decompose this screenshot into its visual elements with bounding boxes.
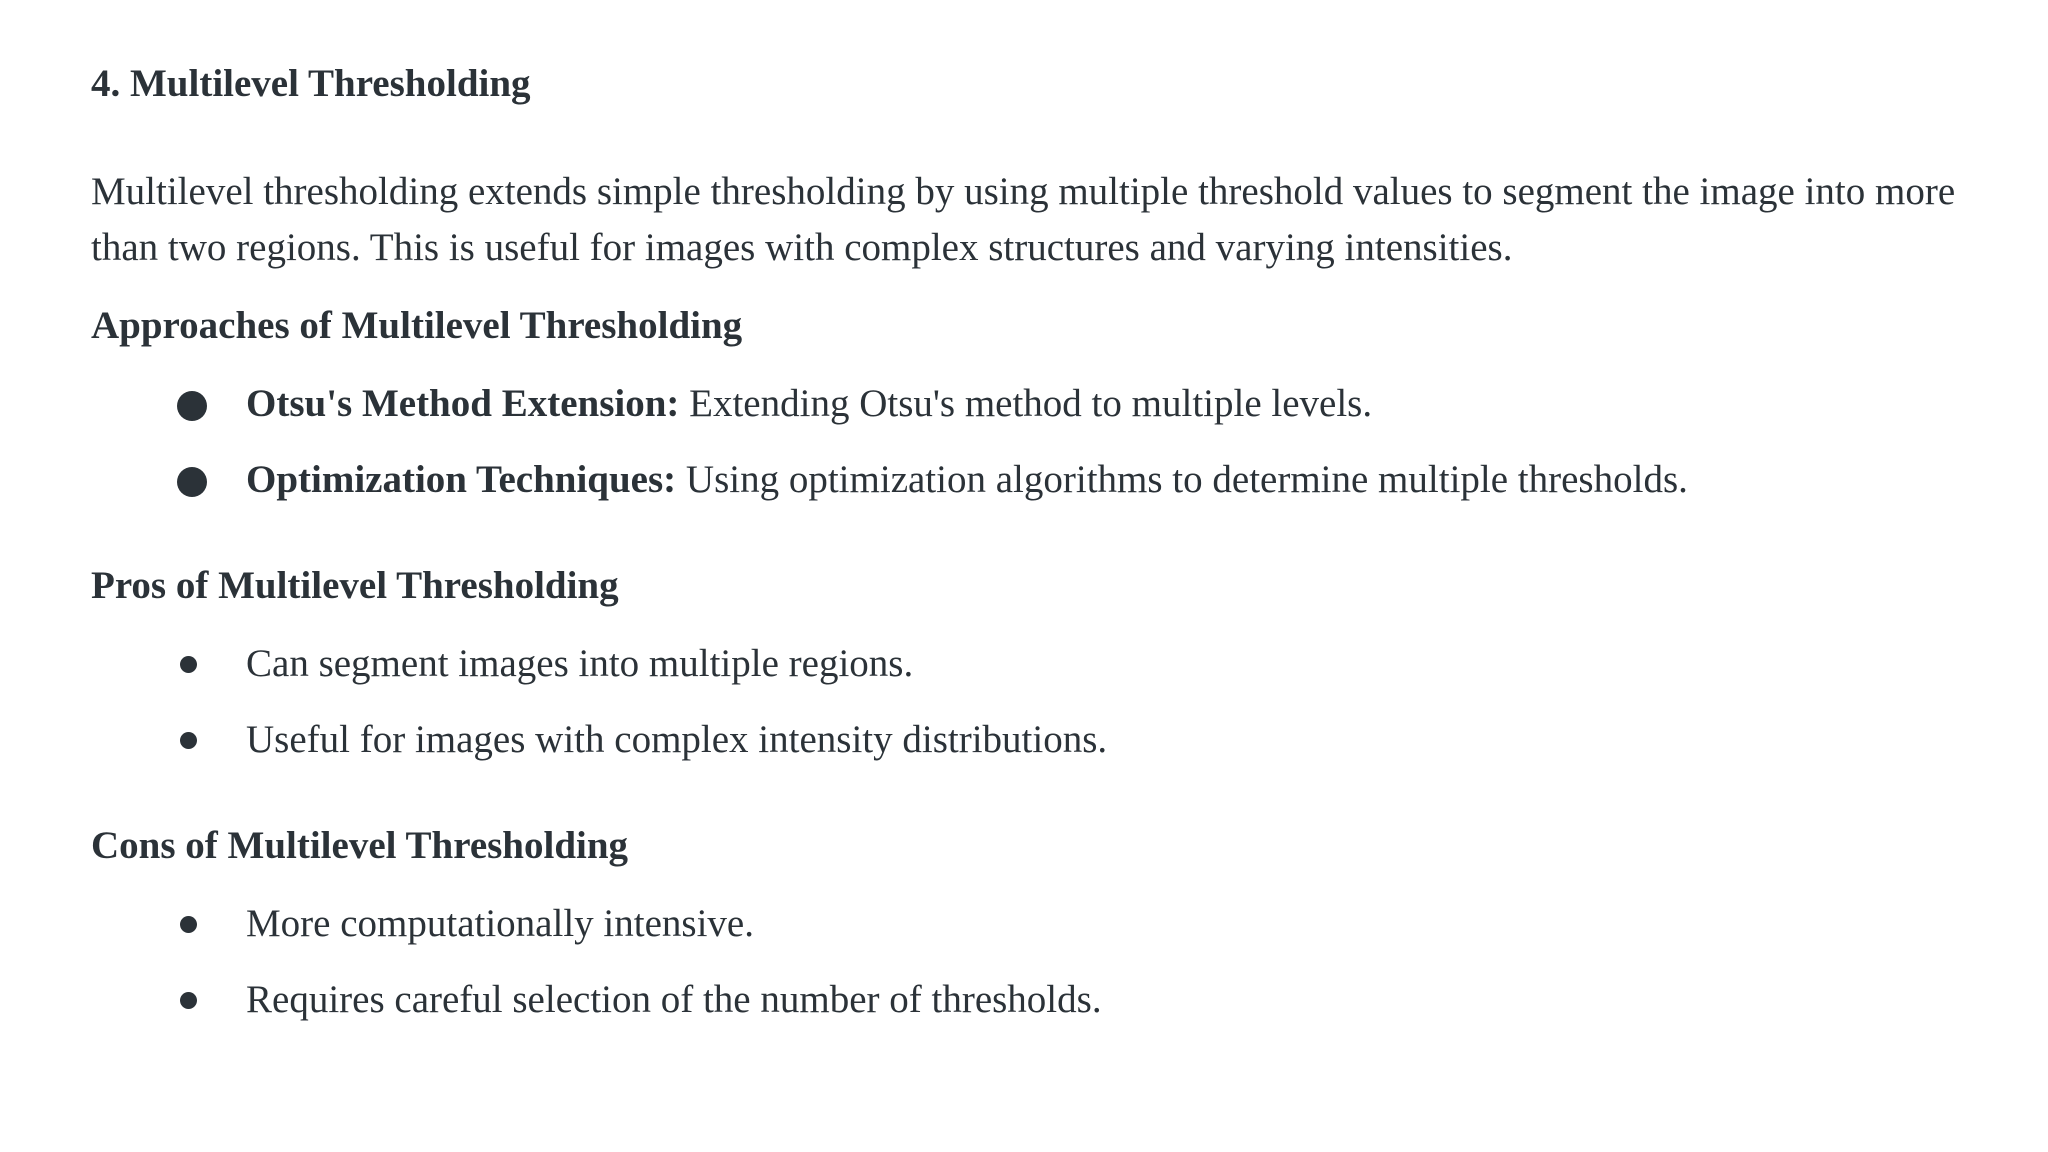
bullet-icon [180, 656, 197, 673]
list-item-text [246, 456, 1688, 504]
list-item-text: Can segment images into multiple regions. [246, 642, 914, 685]
list-item [0, 640, 2048, 716]
bullet-icon [180, 916, 197, 933]
list-item [0, 976, 2048, 1052]
cons-heading: Cons of Multilevel Thresholding [91, 824, 629, 867]
list-item-text: Requires careful selection of the number of thresholds. [246, 978, 1102, 1021]
approaches-heading: Approaches of Multilevel Thresholding [91, 304, 743, 347]
bullet-icon [177, 467, 207, 497]
intro-paragraph: Multilevel thresholding extends simple thresholding by using multiple threshold values to segment the image into more than two regions. This is useful for images with complex structures and varying intensities. [91, 170, 1956, 269]
pros-list [0, 640, 2048, 792]
bullet-icon [177, 391, 207, 421]
list-item-description: Using optimization algorithms to determine multiple thresholds. [685, 458, 1688, 501]
list-item-term: Optimization Techniques: [246, 458, 677, 501]
bullet-icon [180, 992, 197, 1009]
list-item-description: Extending Otsu's method to multiple levels. [689, 382, 1373, 425]
list-item-text: More computationally intensive. [246, 902, 754, 945]
list-item [0, 380, 2048, 456]
list-item-text: Useful for images with complex intensity distributions. [246, 718, 1108, 761]
list-item-term: Otsu's Method Extension: [246, 382, 680, 425]
list-item [0, 456, 2048, 532]
bullet-icon [180, 732, 197, 749]
cons-list [0, 900, 2048, 1052]
section-title: 4. Multilevel Thresholding [91, 62, 531, 105]
list-item [0, 716, 2048, 792]
pros-heading: Pros of Multilevel Thresholding [91, 564, 619, 607]
approaches-list [0, 380, 2048, 532]
list-item-text [246, 380, 1372, 428]
list-item [0, 900, 2048, 976]
